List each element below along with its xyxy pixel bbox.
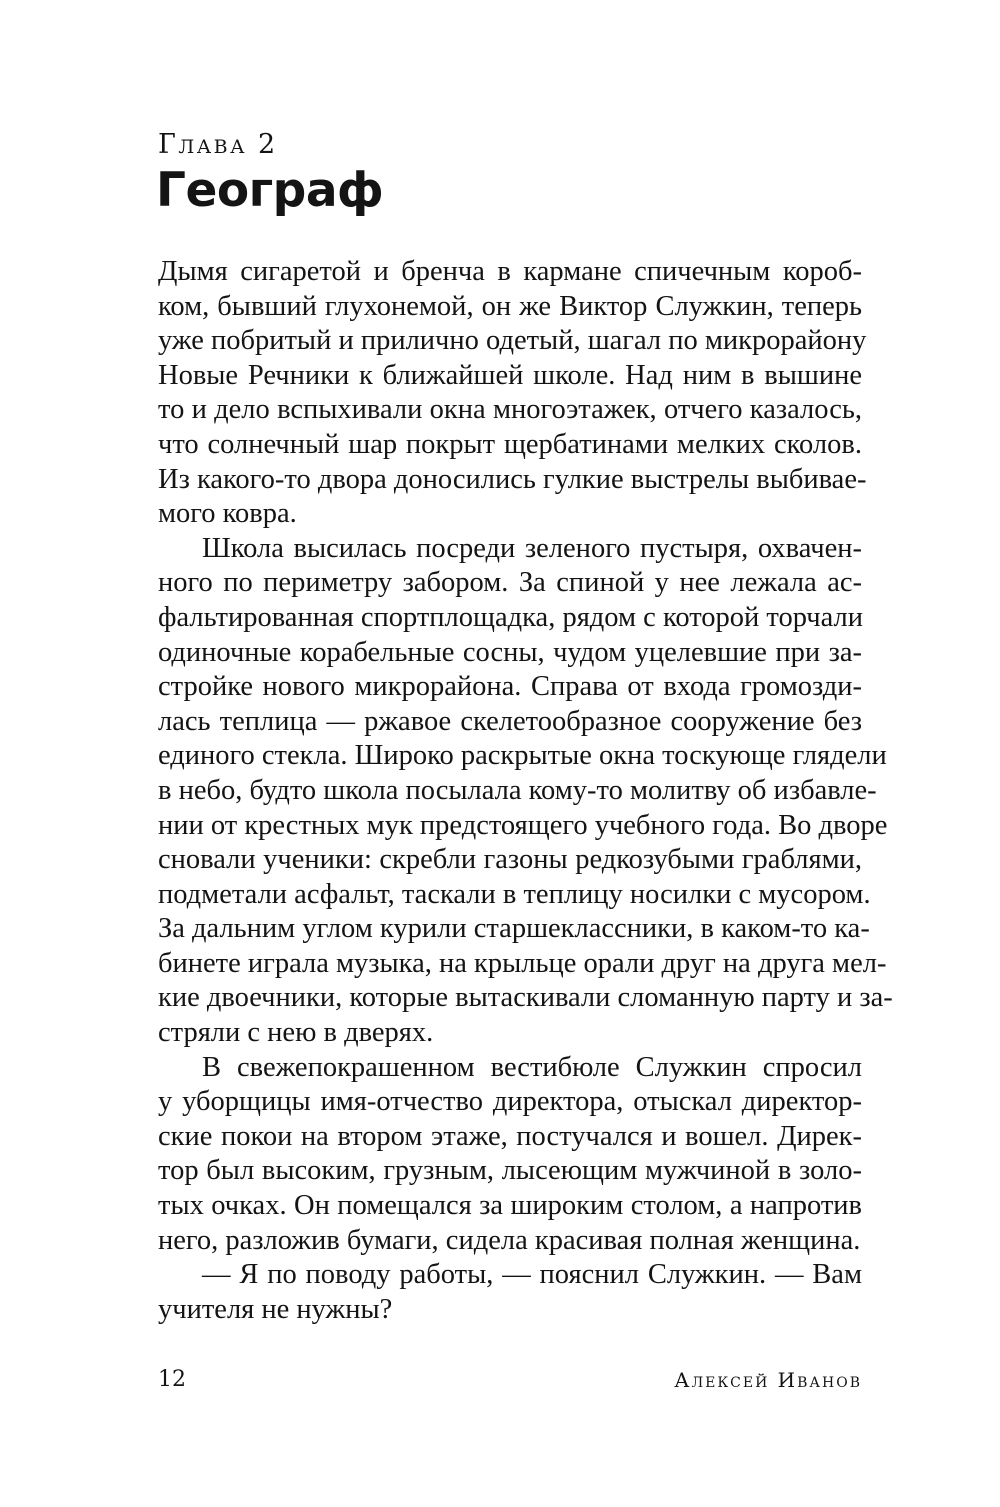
text-line: Новые Речники к ближайшей школе. Над ним в вышине bbox=[158, 359, 862, 391]
text-line: лась теплица — ржавое скелетообразное сооружение без bbox=[158, 705, 862, 737]
text-line: него, разложив бумаги, сидела красивая полная женщина. bbox=[158, 1224, 861, 1256]
text-line: стряли с нею в дверях. bbox=[158, 1017, 434, 1049]
paragraph-2 bbox=[158, 532, 893, 1051]
page-number: 12 bbox=[158, 1367, 186, 1392]
body-text bbox=[158, 255, 893, 1327]
text-line: стройке нового микрорайона. Справа от входа громозди- bbox=[158, 671, 862, 703]
paragraph-1 bbox=[158, 255, 867, 532]
text-line: сновали ученики: скребли газоны редкозубыми граблями, bbox=[158, 844, 862, 876]
text-line: тор был высоким, грузным, лысеющим мужчиной в золо- bbox=[158, 1155, 862, 1187]
text-line: нии от крестных мук предстоящего учебного года. Во дворе bbox=[158, 809, 888, 841]
text-line: ного по периметру забором. За спиной у нее лежала ас- bbox=[158, 567, 862, 599]
text-line: одиночные корабельные сосны, чудом уцелевшие при за- bbox=[158, 636, 862, 668]
page-footer bbox=[158, 1366, 862, 1396]
text-line: уже побритый и прилично одетый, шагал по микрорайону bbox=[158, 325, 867, 357]
text-line: кие двоечники, которые вытаскивали сломанную парту и за- bbox=[158, 982, 893, 1014]
text-line: учителя не нужны? bbox=[158, 1293, 393, 1325]
text-line: фальтированная спортплощадка, рядом с которой торчали bbox=[158, 601, 863, 633]
text-line: Дымя сигаретой и бренча в кармане спичечным короб- bbox=[158, 256, 862, 287]
text-line: тых очках. Он помещался за широким столом, а напротив bbox=[158, 1190, 862, 1222]
paragraph-4 bbox=[158, 1258, 862, 1327]
text-line: в небо, будто школа посылала кому-то молитву об избавле- bbox=[158, 774, 877, 806]
running-head-author: Алексей Иванов bbox=[674, 1368, 862, 1392]
text-line: то и дело вспыхивали окна многоэтажек, отчего казалось, bbox=[158, 394, 862, 426]
text-line: — Я по поводу работы, — пояснил Служкин. — Вам bbox=[202, 1259, 862, 1291]
text-line: За дальним углом курили старшеклассники, в каком-то ка- bbox=[158, 913, 870, 945]
text-line: подметали асфальт, таскали в теплицу носилки с мусором. bbox=[158, 878, 871, 910]
text-line: единого стекла. Широко раскрытые окна тоскующе глядели bbox=[158, 740, 887, 772]
text-line: ком, бывший глухонемой, он же Виктор Служкин, теперь bbox=[158, 290, 862, 322]
text-line: ские покои на втором этаже, постучался и вошел. Дирек- bbox=[158, 1120, 862, 1152]
paragraph-3 bbox=[158, 1051, 862, 1259]
text-line: В свежепокрашенном вестибюле Служкин спросил bbox=[202, 1051, 862, 1083]
text-line: Из какого-то двора доносились гулкие выстрелы выбивае- bbox=[158, 463, 867, 495]
text-line: Школа высилась посреди зеленого пустыря, охвачен- bbox=[202, 532, 862, 564]
chapter-label: Глава 2 bbox=[158, 129, 278, 160]
text-line: у уборщицы имя-отчество директора, отыскал директор- bbox=[158, 1086, 862, 1118]
text-line: бинете играла музыка, на крыльце орали друг на друга мел- bbox=[158, 947, 887, 979]
text-line: что солнечный шар покрыт щербатинами мелких сколов. bbox=[158, 428, 862, 460]
text-line: мого ковра. bbox=[158, 498, 297, 530]
chapter-title: Географ bbox=[156, 163, 384, 218]
